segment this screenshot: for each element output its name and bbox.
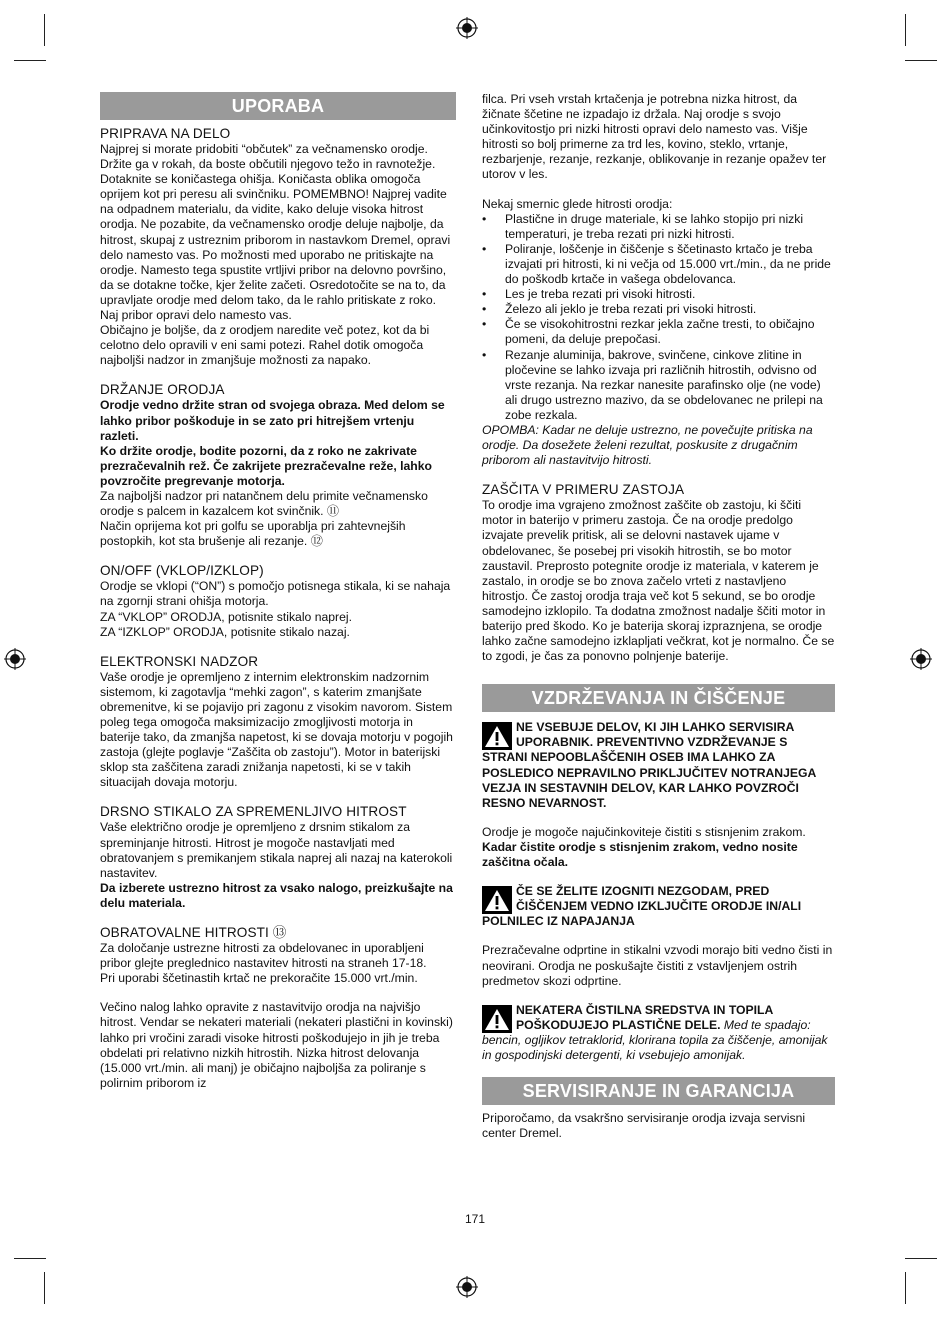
warning-block	[482, 884, 835, 929]
page-number: 171	[464, 1212, 486, 1226]
paragraph: Priporočamo, da vsakršno servisiranje orodja izvaja servisni center Dremel.	[482, 1111, 806, 1141]
paragraph: Najprej si morate pridobiti “občutek” za večnamensko orodje. Držite ga v rokah, da boste občutili njegovo težo in ravnotežje. Dotaknite se koničastega ohišja. Koničasta oblika omogoča oprijem kot pri peresu ali svinčniku. POMEMBNO! Najprej vadite na odpadnem materialu, da vidite, kako deluje visoka hitrost orodja. Ne pozabite, da večnamensko orodje deluje najbolje, da hitrost, skupaj z ustreznim priborom in nastavkom Dremel, opravi delo namesto vas. Po možnosti med uporabo ne pritiskajte na orodje. Namesto tega spustite vrtljivi pribor na delovno površino, da se dotakne točke, kjer želite začeti. Osredotočite se na to, da upravljate orodje med delom tako, da le rahlo pritiskate z roko. Naj pribor opravi delo namesto vas.	[100, 142, 451, 323]
paragraph: Vaše orodje je opremljeno z internim elektronskim nadzornim sistemom, ki zagotavlja “mehki zagon”, s katerim zmanjšate obremenitve, ki se pojavijo pri zagonu z visokim navorom. Sistem poleg tega omogoča maksimizacijo zmogljivosti motorja in baterije tako, da zmanjša napetost, ki se dovaja motorju v pogojih zastoja (glejte poglavje “Zaščita ob zastoju”). Motor in baterijski sklop sta zaščitena zaradi znižanja napetosti, ki se v takih situacijah dovaja motorju.	[100, 669, 453, 790]
list-item: • Poliranje, loščenje in čiščenje s ščetinasto krtačo je treba izvajati pri hitrosti, ki ni večja od 15.000 vrt./min., da ne pride do poškodb krtače in vašega obdelovanca.	[482, 242, 835, 287]
warning-text-italic: Med te spadajo: bencin, ogljikov tetraklorid, klorirana topila za čiščenje, amonijak in gospodinjski detergenti, ki vsebujejo amonijak.	[482, 1017, 828, 1062]
registration-mark-icon	[456, 17, 478, 39]
paragraph: Večino nalog lahko opravite z nastavitvijo orodja na najvišjo hitrost. Vendar se nekateri materiali (nekateri plastični in kovinski) lahko pri vročini zaradi visoke hitrosti poškodujejo in jih je treba obdelati pri relativno nizkih hitrostih. Nizka hitrost delovanja (15.000 vrt./min. ali manj) je običajno najboljša za poliranje s polirnim priborom iz	[100, 1000, 453, 1090]
heading-priprava: PRIPRAVA NA DELO	[100, 126, 231, 141]
crop-mark	[905, 14, 906, 46]
paragraph: Za določanje ustrezne hitrosti za obdelovanec in uporabljeni pribor glejte preglednico nastavitev hitrosti na straneh 17-18.	[100, 941, 427, 971]
crop-mark	[905, 60, 937, 61]
paragraph: ZA “VKLOP” ORODJA, potisnite stikalo naprej.	[100, 609, 352, 624]
warning-text	[482, 1018, 835, 1063]
speed-guidelines-list	[482, 212, 835, 423]
warning-text: ČIŠČENJEM VEDNO IZKLJUČITE ORODJE IN/ALI POLNILEC IZ NAPAJANJA	[482, 899, 802, 929]
paragraph: Pri uporabi ščetinastih krtač ne prekoračite 15.000 vrt./min.	[100, 971, 418, 986]
paragraph: Nekaj smernic glede hitrosti orodja:	[482, 196, 673, 211]
bold-note: Kadar čistite orodje s stisnjenim zrakom, vedno nosite zaščitna očala.	[482, 839, 798, 870]
list-item: • Rezanje aluminija, bakrove, svinčene, cinkove zlitine in pločevine se lahko izvaja pri različnih hitrostih, odvisno od vrste rezanja. Na rezkar nanesite parafinsko olje (ne vode) ali drugo ustrezno mazivo, da se obdelovanec ne prilepi na zobe rezkala.	[482, 348, 835, 423]
bold-note: Da izberete ustrezno hitrost za vsako nalogo, preizkušajte na delu materiala.	[100, 880, 453, 910]
heading-elektronski: ELEKTRONSKI NADZOR	[100, 653, 259, 669]
crop-mark	[14, 1258, 46, 1259]
heading-on-off: ON/OFF (VKLOP/IZKLOP)	[100, 563, 264, 579]
right-column	[482, 92, 835, 1141]
paragraph: To orodje ima vgrajeno zmožnost zaščite ob zastoju, ki ščiti motor in baterijo v primeru zastoja. Če na orodje predolgo izvajate prevelik pritisk, ali se delovni nastavek ujame v obdelovanec, še posebej pri visokih hitrostih, se bo motor zaustavil. Preprosto potegnite orodje iz materiala, v katerem je zastalo, in orodje se bo znova začelo vrteti z nastavljeno hitrostjo. Če zastoj orodja traja več kot 5 sekund, se bo orodje samodejno izklopilo. Ta dodatna zmožnost nadalje ščiti motor in baterijo pred škodo. Ko je baterija skoraj izpraznjena, se orodje lahko začne samodejno izklapljati večkrat, kot je normalno. Če se to zgodi, je čas za ponovno polnjenje baterije.	[482, 498, 835, 664]
warning-triangle-icon	[482, 722, 512, 750]
paragraph: Orodje se vklopi (“ON”) s pomočjo potisnega stikala, ki se nahaja na zgornji strani ohišja motorja.	[100, 579, 451, 609]
crop-mark	[44, 1272, 45, 1304]
list-item: • Če se visokohitrostni rezkar jekla začne tresti, to običajno pomeni, da deluje prepočasi.	[482, 317, 835, 347]
bold-warning: Ko držite orodje, bodite pozorni, da z roko ne zakrivate prezračevalnih rež. Če zakrijete prezračevalne reže, lahko povzročite pregrevanje motorja.	[100, 443, 432, 488]
heading-zascita: ZAŠČITA V PRIMERU ZASTOJA	[482, 482, 685, 498]
paragraph: ZA “IZKLOP” ORODJA, potisnite stikalo nazaj.	[100, 624, 350, 639]
warning-text: UPORABNIK. PREVENTIVNO VZDRŽEVANJE S STRANI NEPOOBLAŠČENIH OSEB IMA LAHKO ZA POSLEDICO NEPRAVILNO PRIKLJUČITEV NOTRANJEGA VEZJA IN SESTAVNIH DELOV, KAR LAHKO POVZROČI RESNO NEVARNOST.	[482, 735, 816, 810]
paragraph: filca. Pri vseh vrstah krtačenja je potrebna nizka hitrost, da žičnate ščetine ne izpadajo iz držala. Naj orodje s svojo učinkovitostjo pri nizki hitrosti opravi delo namesto vas. Višje hitrosti so bolj primerne za trd les, kovino, steklo, vrtanje, rezbarjenje, rezanje, rezkanje, oblikovanje in rezanje opažev ter utorov v les.	[482, 92, 827, 182]
warning-text: ČE SE ŽELITE IZOGNITI NEZGODAM, PRED	[516, 884, 770, 899]
warning-block	[482, 1003, 835, 1063]
warning-block	[482, 720, 835, 811]
list-item: • Železo ali jeklo je treba rezati pri visoki hitrosti.	[482, 302, 835, 317]
paragraph: Prezračevalne odprtine in stikalni vzvodi morajo biti vedno čisti in neovirani. Orodja ne poskušajte čistiti z vstavljenjem ostrih predmetov skozi odprtine.	[482, 943, 833, 988]
warning-text: NEKATERA ČISTILNA SREDSTVA IN TOPILA	[516, 1002, 774, 1017]
list-item: • Plastične in druge materiale, ki se lahko stopijo pri nizki temperaturi, je treba rezati pri nizki hitrosti.	[482, 212, 835, 242]
crop-mark	[905, 1272, 906, 1304]
paragraph: Vaše električno orodje je opremljeno z drsnim stikalom za spreminjanje hitrosti. Hitrost je mogoče nastavljati med obratovanjem s premikanjem stikala naprej ali nazaj na katerokoli nastavitev.	[100, 820, 453, 880]
registration-mark-icon	[4, 648, 26, 670]
section-banner-servisiranje: SERVISIRANJE IN GARANCIJA	[482, 1077, 835, 1105]
heading-obratovalne: OBRATOVALNE HITROSTI ⑬	[100, 925, 287, 941]
heading-drsno-stikalo: DRSNO STIKALO ZA SPREMENLJIVO HITROST	[100, 804, 407, 820]
bold-warning: Orodje vedno držite stran od svojega obraza. Med delom se lahko pribor poškoduje in se zato pri hitrejšem vrtenju razleti.	[100, 398, 445, 443]
paragraph: Za najboljši nadzor pri natančnem delu primite večnamensko orodje s palcem in kazalcem kot svinčnik. ⑪	[100, 488, 428, 519]
left-column	[100, 92, 456, 1091]
registration-mark-icon	[456, 1276, 478, 1298]
paragraph-text: Orodje je mogoče najučinkoviteje čistiti s stisnjenim zrakom.	[482, 824, 806, 839]
list-item: • Les je treba rezati pri visoki hitrosti.	[482, 287, 835, 302]
warning-triangle-icon	[482, 1005, 512, 1033]
paragraph	[482, 825, 835, 870]
crop-mark	[44, 14, 45, 46]
paragraph: Način oprijema kot pri golfu se uporablja pri zahtevnejših postopkih, kot sta brušenje ali rezanje. ⑫	[100, 519, 406, 549]
crop-mark	[14, 60, 46, 61]
warning-triangle-icon	[482, 886, 512, 914]
crop-mark	[905, 1258, 937, 1259]
warning-text: POŠKODUJEJO PLASTIČNE DELE.	[516, 1017, 721, 1032]
note: OPOMBA: Kadar ne deluje ustrezno, ne povečujte pritiska na orodje. Da dosežete želeni rezultat, poskusite z drugačnim priborom ali nastavitvijo hitrosti.	[482, 422, 813, 468]
warning-text: NE VSEBUJE DELOV, KI JIH LAHKO SERVISIRA	[516, 720, 795, 735]
registration-mark-icon	[910, 648, 932, 670]
section-banner-vzdrzevanje: VZDRŽEVANJA IN ČIŠČENJE	[482, 684, 835, 712]
heading-drzanje: DRŽANJE ORODJA	[100, 382, 225, 398]
paragraph: Običajno je boljše, da z orodjem naredite več potez, kot da bi celotno delo opravili v eni sami potezi. Rahel dotik omogoča najboljši nadzor in zmanjšuje možnosti za napako.	[100, 323, 430, 368]
section-banner-uporaba: UPORABA	[100, 92, 456, 120]
